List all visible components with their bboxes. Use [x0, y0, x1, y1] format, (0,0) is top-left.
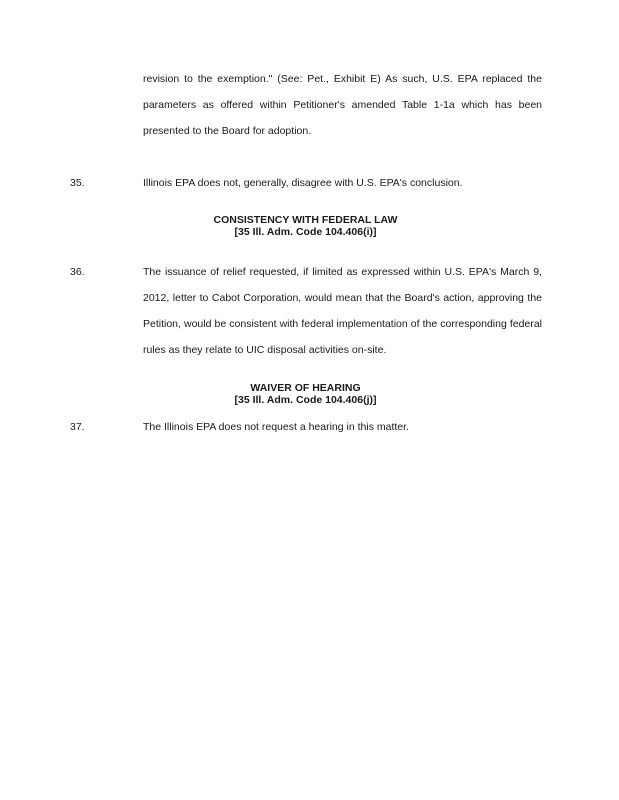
paragraph-number: 37. — [70, 421, 85, 433]
section-heading — [143, 214, 468, 238]
paragraph-number: 36. — [70, 266, 85, 278]
paragraph-text: The issuance of relief requested, if limited as expressed within U.S. EPA's March 9, 2012, letter to Cabot Corporation, would mean that the Board's action, approving the Petition, would be consistent with federal implementation of the corresponding federal rules as they relate to UIC disposal activities on-site. — [143, 266, 542, 356]
paragraph-34-continuation: revision to the exemption." (See: Pet., Exhibit E) As such, U.S. EPA replaced the parameters as offered within Petitioner's amended Table 1-1a which has been presented to the Board for adoption. — [143, 73, 542, 137]
paragraph-text: The Illinois EPA does not request a hearing in this matter. — [143, 421, 409, 433]
heading-citation: [35 Ill. Adm. Code 104.406(j)] — [234, 394, 377, 406]
heading-citation: [35 Ill. Adm. Code 104.406(i)] — [234, 226, 377, 238]
paragraph-text: Illinois EPA does not, generally, disagree with U.S. EPA's conclusion. — [143, 177, 463, 189]
section-heading — [143, 382, 468, 406]
heading-title: WAIVER OF HEARING — [250, 382, 361, 394]
paragraph-number: 35. — [70, 177, 85, 189]
heading-title: CONSISTENCY WITH FEDERAL LAW — [213, 214, 398, 226]
